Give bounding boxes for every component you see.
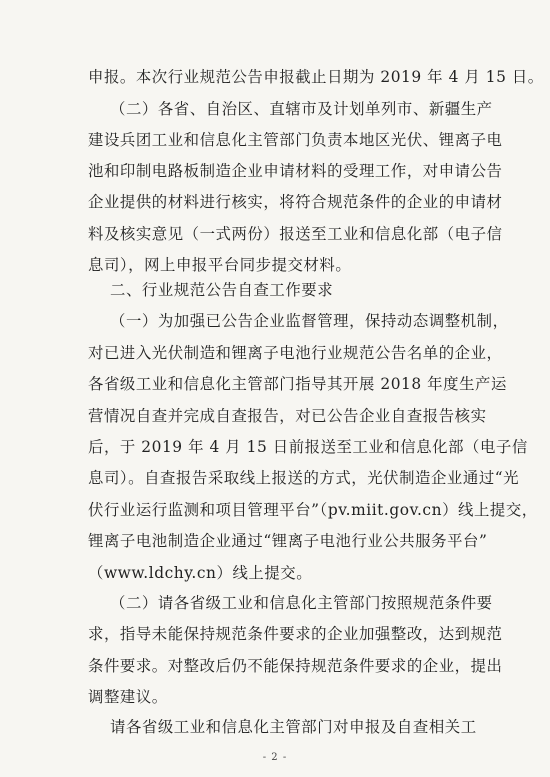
body-text-line: 池和印制电路板制造企业申请材料的受理工作，对申请公告 — [88, 162, 503, 180]
body-text-line: 申报。本次行业规范公告申报截止日期为 2019 年 4 月 15 日。 — [88, 68, 544, 86]
body-text-line: 调整建议。 — [88, 688, 168, 706]
body-text-line: 建设兵团工业和信息化主管部门负责本地区光伏、锂离子电 — [88, 131, 503, 149]
body-text-line: 各省级工业和信息化主管部门指导其开展 2018 年度生产运 — [88, 375, 507, 393]
body-text-line: 料及核实意见（一式两份）报送至工业和信息化部（电子信 — [88, 225, 503, 243]
body-text-line: 息司）。自查报告采取线上报送的方式，光伏制造企业通过“光 — [88, 469, 520, 487]
body-text-line: 伏行业运行监测和项目管理平台”（pv.miit.gov.cn）线上提交， — [88, 501, 538, 519]
body-text-line: 锂离子电池制造企业通过“锂离子电池行业公共服务平台” — [88, 532, 488, 550]
page-number: - 2 - — [262, 752, 288, 763]
body-text-line: （二）各省、自治区、直辖市及计划单列市、新疆生产 — [110, 100, 493, 118]
body-text-line: 条件要求。对整改后仍不能保持规范条件要求的企业，提出 — [88, 657, 503, 675]
body-text-line: 营情况自查并完成自查报告，对已公告企业自查报告核实 — [88, 407, 487, 425]
body-text-line: 请各省级工业和信息化主管部门对申报及自查相关工 — [110, 718, 477, 736]
body-text-line: 求，指导未能保持规范条件要求的企业加强整改，达到规范 — [88, 625, 503, 643]
section-heading: 二、行业规范公告自查工作要求 — [110, 281, 334, 299]
body-text-line: 企业提供的材料进行核实，将符合规范条件的企业的申请材 — [88, 193, 503, 211]
body-text-line: 息司），网上申报平台同步提交材料。 — [88, 256, 352, 274]
body-text-line: （二）请各省级工业和信息化主管部门按照规范条件要 — [110, 594, 493, 612]
body-text-line: 对已进入光伏制造和锂离子电池行业规范公告名单的企业， — [88, 344, 503, 362]
body-text-line: （一）为加强已公告企业监督管理，保持动态调整机制， — [110, 312, 509, 330]
body-text-line: 后，于 2019 年 4 月 15 日前报送至工业和信息化部（电子信 — [88, 438, 528, 456]
body-text-line: （www.ldchy.cn）线上提交。 — [88, 564, 313, 582]
